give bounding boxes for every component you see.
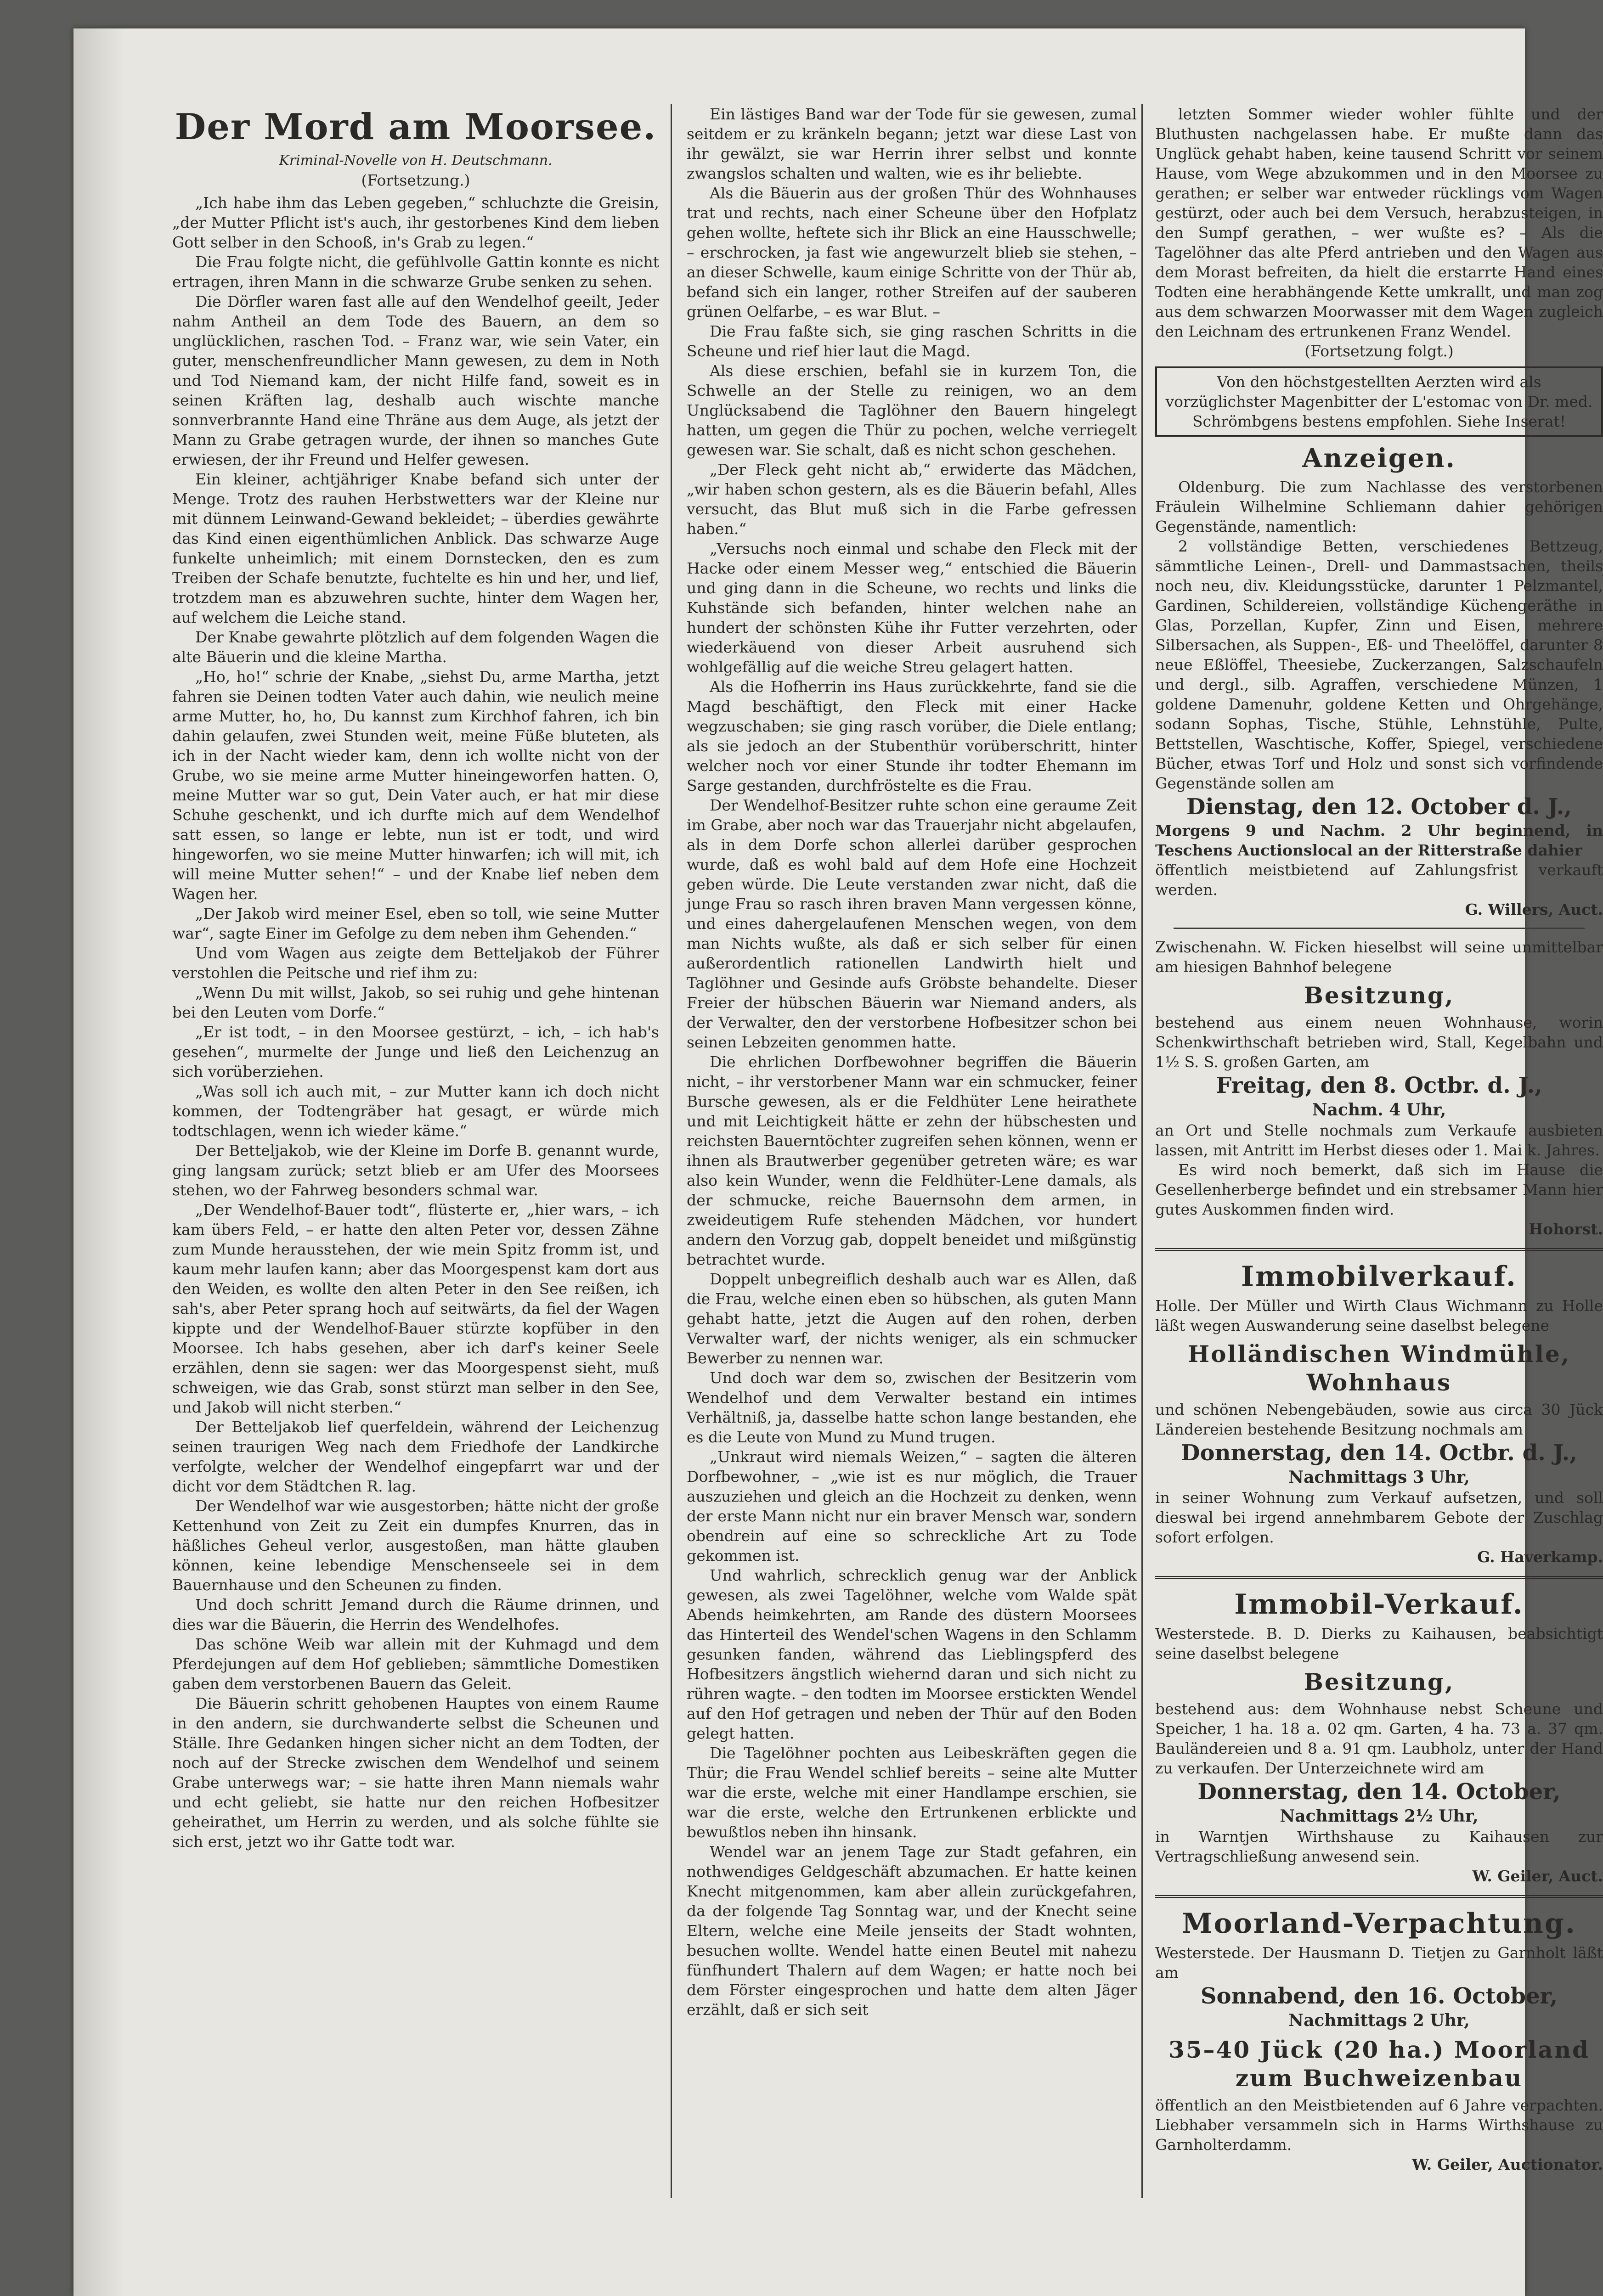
story-paragraph: Ein kleiner, achtjähriger Knabe befand sich unter der Menge. Trotz des rauhen Herbstwetters war der Kleine nur mit dünnem Leinwand-Gewand bekleidet; – überdies gewährte das Kind einen eigenthümlichen Anblick. Das schwarze Auge funkelte unheimlich; mit einem Dornstecken, den es zum Treiben der Schafe benutzte, fuchtelte es hin und her, und lief, trotzdem man es abzuwehren suchte, hinter dem Wagen her, auf welchem die Leiche stand. (172, 470, 659, 626)
story-paragraph: Der Wendelhof war wie ausgestorben; hätte nicht der große Kettenhund von Zeit zu Zeit ein dumpfes Knurren, das in häßliches Geheul verlor, ausgestoßen, man hätte glauben können, keine lebendige Menschenseele sei in dem Bauernhause und den Scheunen zu finden. (172, 1497, 659, 1594)
ad-moorland-time: Nachmittags 2 Uhr, (1288, 2011, 1470, 2030)
story-paragraph: Und vom Wagen aus zeigte dem Betteljakob der Führer verstohlen die Peitsche und rief ihm zu: (172, 944, 659, 982)
ad-oldenburg-list: 2 vollständige Betten, verschiedenes Bettzeug, sämmtliche Leinen-, Drell- und Dammastsachen, theils noch neu, div. Kleidungsstücke, darunter 1 Pelzmantel, Gardinen, Schildereien, vollständige Küchengeräthe in Glas, Porzellan, Kupfer, Zinn und Eisen, mehrere Silbersachen, als Suppen-, Eß- und Theelöffel, darunter 8 neue Eßlöffel, Theesiebe, Zuckerzangen, Salzschaufeln und dergl., silb. Agraffen, verschiedene Münzen, 1 goldene Damenuhr, goldene Ketten und Ohrgehänge, sodann Sophas, Tische, Stühle, Lehnstühle, Pulte, Bettstellen, Waschtische, Koffer, Spiegel, verschiedene Bücher, etwas Torf und Holz und sonst sich vorfindende Gegenstände sollen am (1155, 537, 1603, 792)
ad-oldenburg (1155, 477, 1603, 919)
story-to-be-continued: (Fortsetzung folgt.) (1304, 342, 1454, 360)
story-paragraph: „Was soll ich auch mit, – zur Mutter kann ich doch nicht kommen, der Todtengräber hat gesagt, er würde mich todtschlagen, wenn ich wieder käme.“ (172, 1082, 659, 1140)
ad-oldenburg-text: Oldenburg. Die zum Nachlasse des verstorbenen Fräulein Wilhelmine Schliemann dahier gehörigen Gegenstände, namentlich: (1155, 478, 1603, 535)
ad-oldenburg-time: Morgens 9 und Nachm. 2 Uhr beginnend, in Teschens Auctionslocal an der Ritterstraße dahier (1155, 822, 1603, 859)
ad-moorland-heading: Moorland-Verpachtung. (1182, 1908, 1576, 1940)
ad-oldenburg-signature: G. Willers, Auct. (1465, 900, 1603, 918)
divider (1155, 1576, 1603, 1579)
ad-immobil2-heading: Immobil-Verkauf. (1234, 1588, 1524, 1621)
ad-moorland-signature: W. Geiler, Auctionator. (1411, 2155, 1603, 2173)
ad-immobil1-text: Holle. Der Müller und Wirth Claus Wichmann zu Holle läßt wegen Auswanderung seine daselbst belegene (1155, 1297, 1603, 1334)
story-paragraph: Und wahrlich, schrecklich genug war der Anblick gewesen, als zwei Tagelöhner, welche vom Walde spät Abends heimkehrten, am Rande des düstern Moorsees das Hinterteil des Wendel'schen Wagens in den Schlamm gesunken fanden, während das Lieblingspferd des Hofbesitzers ängstlich wiehernd daran und sich nicht zu rühren wagte. – den todten im Moorsee erstickten Wendel auf den Hof getragen und neben der Thür auf den Boden gelegt hatten. (687, 1566, 1137, 1742)
ad-immobil2-date: Donnerstag, den 14. October, (1197, 1779, 1561, 1805)
story-paragraph: Die Frau folgte nicht, die gefühlvolle Gattin konnte es nicht ertragen, ihren Mann in die schwarze Grube senken zu sehen. (172, 253, 659, 291)
column-1 (172, 107, 659, 1851)
story-title: Der Mord am Moorsee. (175, 106, 657, 148)
story-paragraph: Ein lästiges Band war der Tode für sie gewesen, zumal seitdem er zu kränkeln begann; jetzt war diese Last von ihr gewälzt, sie war Herrin ihrer selbst und konnte zwangslos schalten und walten, wie es ihr beliebte. (687, 105, 1137, 182)
ad-immobil-verkauf-westerstede (1155, 1588, 1603, 1886)
story-paragraph: Als die Hofherrin ins Haus zurückkehrte, fand sie die Magd beschäftigt, den Fleck mit einer Hacke wegzuschaben; sie ging rasch vorüber, die Diele entlang; als sie jedoch an der Stubenthür vorüberschritt, hinter welcher noch vor einer Stunde ihr todter Ehemann im Sarge gestanden, durchfröstelte es die Frau. (687, 678, 1137, 794)
ad-zwischenahn-text2: bestehend aus einem neuen Wohnhause, worin Schenkwirthschaft betrieben wird, Stall, Kegelbahn und 1½ S. S. großen Garten, am (1155, 1013, 1603, 1071)
column-rule-2 (1141, 104, 1143, 2198)
column-3 (1155, 104, 1603, 2176)
ad-immobil2-time: Nachmittags 2½ Uhr, (1280, 1806, 1479, 1826)
column-1-body (172, 193, 659, 1851)
ad-zwischenahn-text4: Es wird noch bemerkt, daß sich im Hause die Gesellenherberge befindet und ein strebsamer Mann hier gutes Auskommen finden wird. (1155, 1161, 1603, 1218)
story-paragraph: Wendel war an jenem Tage zur Stadt gefahren, ein nothwendiges Geldgeschäft abzumachen. Er hatte keinen Knecht mitgenommen, kam aber allein zurückgefahren, da der folgende Tag Sonntag war, und der Knecht seine Eltern, welche eine Meile jenseits der Stadt wohnten, besuchen wollte. Wendel hatte einen Beutel mit nahezu fünfhundert Thalern auf dem Wagen; er hatte noch bei dem Förster eingesprochen und hatte dem alten Jäger erzählt, daß er sich seit (687, 1843, 1137, 2019)
story-paragraph: „Ich habe ihm das Leben gegeben,“ schluchzte die Greisin, „der Mutter Pflicht ist's auch, ihr gestorbenes Kind dem lieben Gott selber in den Schooß, in's Grab zu legen.“ (172, 194, 659, 251)
newspaper-page (73, 28, 1603, 2296)
divider (1155, 1895, 1603, 1898)
story-paragraph: „Ho, ho!“ schrie der Knabe, „siehst Du, arme Martha, jetzt fahren sie Deinen todten Vater auch dahin, wie neulich meine arme Mutter, ho, ho, Du kannst zum Kirchhof fahren, ich bin dahin gelaufen, zwei Stunden weit, meine Füße bluteten, als ich in der Nacht wieder kam, denn ich wollte nicht von der Grube, wo sie meine arme Mutter hineingeworfen hatten. O, meine Mutter war so gut, Dein Vater auch, er hat mir diese Schuhe geschenkt, und ich durfte mich auf dem Wendelhof satt essen, so lange er lebte, nun ist er todt, und wird hingeworfen, wo sie meine Mutter hinwarfen; ich will mit, ich will meine Mutter sehen!“ – und der Knabe lief neben dem Wagen her. (172, 668, 659, 903)
ad-immobil1-text2: und schönen Nebengebäuden, sowie aus circa 30 Jück Ländereien bestehende Besitzung nochmals am (1155, 1401, 1603, 1438)
story-paragraph: Der Knabe gewahrte plötzlich auf dem folgenden Wagen die alte Bäuerin und die kleine Martha. (172, 628, 659, 666)
page-gutter (73, 28, 124, 2296)
notice-box: Von den höchstgestellten Aerzten wird als vorzüglichster Magenbitter der L'estomac von Dr. med. Schrömbgens bestens empfohlen. Siehe Inserat! (1155, 366, 1603, 437)
story-paragraph: Der Wendelhof-Besitzer ruhte schon eine geraume Zeit im Grabe, aber noch war das Trauerjahr nicht abgelaufen, als in dem Dorfe schon allerlei darüber gesprochen wurde, daß es wohl bald auf dem Hofe eine Hochzeit geben würde. Die Leute verstanden zwar nicht, daß die junge Frau so rasch ihren braven Mann vergessen könne, und eines dahergelaufenen Menschen wegen, von dem man Nichts wußte, als daß er sich selber für einen außerordentlich rationellen Landwirth hielt und Taglöhner und Gesinde aufs Gröbste behandelte. Dieser Freier der hübschen Bäuerin war Niemand anders, als der Verwalter, den der verstorbene Hofbesitzer schon bei seinen Lebzeiten genommen hatte. (687, 796, 1137, 1051)
ad-immobil1-text3: in seiner Wohnung zum Verkauf aufsetzen, und soll dieswal bei irgend annehmbarem Gebote der Zuschlag sofort erfolgen. (1155, 1489, 1603, 1546)
ad-zwischenahn-text: Zwischenahn. W. Ficken hieselbst will seine unmittelbar am hiesigen Bahnhof belegene (1155, 938, 1603, 976)
story-paragraph: Die ehrlichen Dorfbewohner begriffen die Bäuerin nicht, – ihr verstorbener Mann war ein schmucker, feiner Bursche gewesen, als er die Feldhüter Lene heirathete und mit Leichtigkeit hätte er zehn der hübschesten und reichsten Bauerntöchter zugreifen sehen können, wenn er ihnen als Brautwerber gegenüber getreten wäre; es war also kein Wunder, wenn die Feldhüter-Lene damals, als der schmucke, reiche Bauernsohn dem armen, in zweideutigem Rufe stehenden Mädchen, vor hundert andern den Vorzug gab, doppelt beneidet und mißgünstig betrachtet wurde. (687, 1053, 1137, 1268)
ad-immobil1-date: Donnerstag, den 14. Octbr. d. J., (1181, 1440, 1577, 1466)
divider (1174, 928, 1585, 929)
ad-immobil1-signature: G. Haverkamp. (1477, 1548, 1603, 1566)
ad-zwischenahn-time: Nachm. 4 Uhr, (1312, 1100, 1446, 1120)
column-2 (687, 104, 1137, 2020)
ad-moorland-date: Sonnabend, den 16. October, (1200, 1983, 1558, 2009)
ad-moorland-heading2: 35–40 Jück (20 ha.) Moorland zum Buchweizenbau (1168, 2036, 1590, 2092)
story-paragraph: „Der Fleck geht nicht ab,“ erwiderte das Mädchen, „wir haben schon gestern, als es die Bäuerin befahl, Alles versucht, das Blut muß sich in die Farbe gefressen haben.“ (687, 461, 1137, 538)
ad-moorland-text: Westerstede. Der Hausmann D. Tietjen zu Garnholt läßt am (1155, 1944, 1603, 1981)
ad-zwischenahn-signature: Hohorst. (1529, 1220, 1603, 1238)
ad-immobil2-heading2: Besitzung, (1304, 1668, 1455, 1695)
story-paragraph: Und doch war dem so, zwischen der Besitzerin vom Wendelhof und dem Verwalter bestand ein intimes Verhältniß, ja, dasselbe hatte schon lange bestanden, ehe es die Leute von Mund zu Mund trugen. (687, 1369, 1137, 1446)
ad-immobil1-heading2: Holländischen Windmühle, Wohnhaus (1187, 1340, 1571, 1396)
ad-immobil2-signature: W. Geiler, Auct. (1472, 1867, 1603, 1885)
story-paragraph: Die Bäuerin schritt gehobenen Hauptes von einem Raume in den andern, sie durchwanderte selbst die Scheunen und Ställe. Ihre Gedanken hingen sicher nicht an dem Todten, der noch auf der Strecke zwischen dem Wendelhof und seinem Grabe unterwegs war; – sie hatte ihren Mann niemals wahr und echt geliebt, sie hatte nur den reichen Hofbesitzer geheirathet, um Herrin zu werden, und als solche fühlte sie sich erst, jetzt wo ihr Gatte todt war. (172, 1694, 659, 1851)
ad-oldenburg-rest: öffentlich meistbietend auf Zahlungsfrist verkauft werden. (1155, 861, 1603, 899)
story-paragraph: Die Frau faßte sich, sie ging raschen Schritts in die Scheune und rief hier laut die Magd. (687, 322, 1137, 360)
story-continuation: (Fortsetzung.) (361, 171, 470, 189)
ad-oldenburg-date: Dienstag, den 12. October d. J., (1186, 794, 1572, 820)
story-paragraph: Die Dörfler waren fast alle auf den Wendelhof geeilt, Jeder nahm Antheil an dem Tode des Bauern, an dem so unglücklichen, raschen Tod. – Franz war, wie sein Vater, ein guter, menschenfreundlicher Mann gewesen, zu dem in Noth und Tod Niemand kam, der nicht Hilfe fand, soweit es in seinen Kräften lag, deshalb auch wischte manche sonnverbrannte Hand eine Thräne aus dem Auge, als jetzt der Mann zu Grabe getragen wurde, der ihnen so manches Gute erwiesen, der ihr Freund und Helfer gewesen. (172, 293, 659, 468)
story-paragraph: „Unkraut wird niemals Weizen,“ – sagten die älteren Dorfbewohner, – „wie ist es nur möglich, die Trauer auszuziehen und gleich an die Hochzeit zu denken, wenn der erste Mann nicht nur ein braver Mensch war, sondern obendrein auf eine so schreckliche Art zu Tode gekommen ist. (687, 1448, 1137, 1564)
column-rule-1 (671, 104, 672, 2198)
story-paragraph: Als diese erschien, befahl sie in kurzem Ton, die Schwelle an der Stelle zu reinigen, wo an dem Unglücksabend die Taglöhner den Bauern hingelegt hatten, um gegen die Thür zu pochen, welche verriegelt gewesen war. Sie schalt, daß es nicht schon geschehen. (687, 362, 1137, 459)
story-paragraph: Doppelt unbegreiflich deshalb auch war es Allen, daß die Frau, welche einen eben so hübschen, als guten Mann gehabt hatte, jetzt die Augen auf den rohen, derben Verwalter warf, der nichts weniger, als ein schmucker Bewerber zu nennen war. (687, 1270, 1137, 1367)
column-2-body (687, 104, 1137, 2020)
story-paragraph: „Versuchs noch einmal und schabe den Fleck mit der Hacke oder einem Messer weg,“ entschied die Bäuerin und ging dann in die Scheune, wo rechts und links die Kuhstände sich befanden, hinter welchen nahe an hundert der schönsten Kühe ihr Futter verzehrten, oder wiederkäuend von dieser Arbeit ausruhend sich wohlgefällig auf die weiche Streu gelagert hatten. (687, 540, 1137, 676)
story-paragraph: Als die Bäuerin aus der großen Thür des Wohnhauses trat und rechts, nach einer Scheune über den Hofplatz gehen wollte, heftete sich ihr Blick an eine Hausschwelle; – erschrocken, ja fast wie angewurzelt blieb sie stehen, – an dieser Schwelle, kaum einige Schritte von der Thür ab, befand sich ein langer, rother Streifen auf der sauberen grünen Oelfarbe, – es war Blut. – (687, 184, 1137, 321)
ad-zwischenahn-date: Freitag, den 8. Octbr. d. J., (1216, 1073, 1542, 1098)
story-paragraph: „Der Wendelhof-Bauer todt“, flüsterte er, „hier wars, – ich kam übers Feld, – er hatte den alten Peter vor, dessen Zähne zum Munde herausstehen, der wie mein Spitz fromm ist, und kaum mehr laufen kann; aber das Moorgespenst kam dort aus den Weiden, es wollte den alten Peter in den See reißen, ich sah's, aber Peter sprang hoch auf seitwärts, da fiel der Wagen kippte und der Wendelhof-Bauer stürzte kopfüber in den Moorsee. Ich habs gesehen, aber ich darf's keiner Seele erzählen, denn sie sagen: wer das Moorgespenst sieht, muß schweigen, wie das Grab, sonst stürzt man selber in den See, und Jakob will nicht sterben.“ (172, 1201, 659, 1416)
story-paragraph: Der Betteljakob lief querfeldein, während der Leichenzug seinen traurigen Weg nach dem Friedhofe der Landkirche verfolgte, welcher der Wendelhof eingepfarrt war und der dicht vor dem Städtchen R. lag. (172, 1418, 659, 1495)
story-paragraph: Das schöne Weib war allein mit der Kuhmagd und dem Pferdejungen auf dem Hof geblieben; sämmtliche Domestiken gaben dem verstorbenen Bauern das Geleit. (172, 1635, 659, 1693)
story-byline: Kriminal-Novelle von H. Deutschmann. (279, 152, 553, 169)
ad-immobil1-heading: Immobilverkauf. (1241, 1261, 1517, 1293)
ad-zwischenahn (1155, 937, 1603, 1239)
story-paragraph: „Er ist todt, – in den Moorsee gestürzt, – ich, – ich hab's gesehen“, murmelte der Junge und ließ den Leichenzug an sich vorüberziehen. (172, 1023, 659, 1080)
story-paragraph: „Der Jakob wird meiner Esel, eben so toll, wie seine Mutter war“, sagte Einer im Gefolge zu dem neben ihm Gehenden.“ (172, 905, 659, 942)
ad-moorland-verpachtung (1155, 1907, 1603, 2174)
story-paragraph: „Wenn Du mit willst, Jakob, so sei ruhig und gehe hintenan bei den Leuten vom Dorfe.“ (172, 984, 659, 1021)
anzeigen-header: Anzeigen. (1302, 443, 1456, 473)
ad-immobil1-time: Nachmittags 3 Uhr, (1288, 1468, 1470, 1487)
story-paragraph: Der Betteljakob, wie der Kleine im Dorfe B. genannt wurde, ging langsam zurück; setzt blieb er am Ufer des Moorsees stehen, wo der Fahrweg besonders schmal war. (172, 1142, 659, 1199)
story-paragraph: Die Tagelöhner pochten aus Leibeskräften gegen die Thür; die Frau Wendel schlief bereits – seine alte Mutter war die erste, welche mit einer Handlampe erschien, sie war die erste, welche den Ertrunkenen erblickte und bewußtlos neben ihn hinsank. (687, 1744, 1137, 1841)
ad-zwischenahn-text3: an Ort und Stelle nochmals zum Verkaufe ausbieten lassen, mit Antritt im Herbst dieses oder 1. Mai k. Jahres. (1155, 1121, 1603, 1159)
story-paragraph: Und doch schritt Jemand durch die Räume drinnen, und dies war die Bäuerin, die Herrin des Wendelhofes. (172, 1596, 659, 1633)
column-3-body (1155, 104, 1603, 341)
ad-immobilverkauf-holle (1155, 1260, 1603, 1567)
ad-immobil2-text3: in Warntjen Wirthshause zu Kaihausen zur Vertragschließung anwesend sein. (1155, 1828, 1603, 1865)
story-paragraph: letzten Sommer wieder wohler fühlte und der Bluthusten nachgelassen habe. Er mußte dann das Unglück gehabt haben, keine tausend Schritt vor seinem Hause, vom Wege abzukommen und in den Moorsee zu gerathen; er selber war entweder rücklings vom Wagen gestürzt, oder auch bei dem Versuch, herabzusteigen, in den Sumpf gerathen, – wer wußte es? – Als die Tagelöhner das alte Pferd antrieben und den Wagen aus dem Morast befreiten, da hielt die erstarrte Hand eines Todten eine herabhängende Kette umkrallt, und man zog aus dem schwarzen Moorwasser mit dem Wagen zugleich den Leichnam des ertrunkenen Franz Wendel. (1155, 105, 1603, 340)
ad-moorland-text2: öffentlich an den Meistbietenden auf 6 Jahre verpachten. Liebhaber versammeln sich in Harms Wirthshause zu Garnholterdamm. (1155, 2096, 1603, 2154)
divider (1155, 1248, 1603, 1251)
ad-immobil2-text2: bestehend aus: dem Wohnhause nebst Scheune und Speicher, 1 ha. 18 a. 02 qm. Garten, 4 ha. 73 a. 37 qm. Bauländereien und 8 a. 91 qm. Laubholz, unter der Hand zu verkaufen. Der Unterzeichnete wird am (1155, 1700, 1603, 1777)
ad-immobil2-text: Westerstede. B. D. Dierks zu Kaihausen, beabsichtigt seine daselbst belegene (1155, 1625, 1603, 1662)
ad-zwischenahn-heading: Besitzung, (1304, 982, 1455, 1009)
